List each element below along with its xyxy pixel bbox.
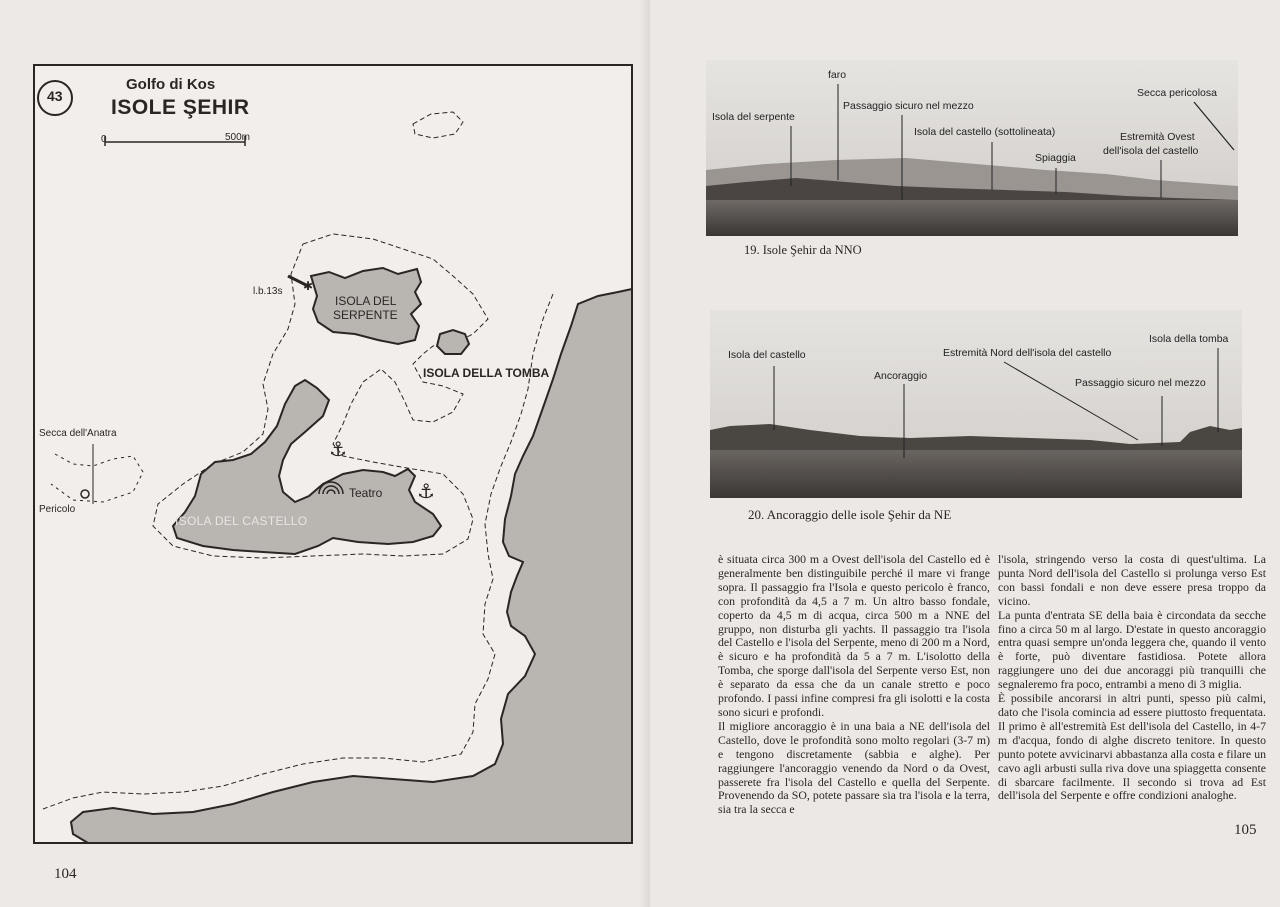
caption-19: 19. Isole Şehir da NNO <box>744 243 862 257</box>
map-region: Golfo di Kos <box>126 76 216 93</box>
label-isola-serpente-1: ISOLA DEL <box>335 294 397 308</box>
svg-text:⚓: ⚓ <box>417 479 435 503</box>
scale-end: 500m <box>225 132 251 143</box>
page-number-left: 104 <box>54 866 77 882</box>
paragraph: l'isola, stringendo verso la costa di quest'ultima. La punta Nord dell'isola del Castello si prolunga verso Est con bassi fondali e non deve essere presa troppo da vicino. <box>998 552 1266 608</box>
right-page <box>650 0 1280 907</box>
paragraph: è situata circa 300 m a Ovest dell'isola del Castello ed è generalmente ben distinguibile perché il mare vi frange sopra. Il passaggio fra l'Isola e questo pericolo è franco, con profondità da 4,5 a 7 m. Un altro basso fondale, coperto da 4,5 m di acqua, circa 500 m a NNE del gruppo, non disturba gli yachts. Il passaggio tra l'isola del Castello e l'isola del Serpente, meno di 200 m a Nord, è sicuro e ha profondità da 5 a 7 m. L'isolotto della Tomba, che sporge dall'isola del Serpente verso Est, non è separato da essa che da un canale stretto e poco profondo. I passi infine compresi fra gli isolotti e la costa sono sicuri e profondi. <box>718 552 990 719</box>
p19-label-isola-serpente: Isola del serpente <box>712 111 795 123</box>
p19-label-faro: faro <box>828 69 847 81</box>
scale-start: 0 <box>101 134 107 145</box>
p20-label-isola-tomba: Isola della tomba <box>1149 333 1229 345</box>
p19-label-estremita-1: Estremità Ovest <box>1120 131 1195 143</box>
body-column-left <box>718 553 990 817</box>
map-number: 43 <box>47 88 63 104</box>
paragraph: Il migliore ancoraggio è in una baia a NE dell'isola del Castello, dove le profondità sono molto regolari (3-7 m) e tengono discretamente (sabbia e alghe). Per raggiungere l'ancoraggio venendo da Nord o da Ovest, passerete fra l'isola del Castello e quella del Serpente. Provenendo da SO, potete passare sia tra l'isola e la terra, sia tra la secca e <box>718 718 990 817</box>
light-label: l.b.13s <box>253 286 283 297</box>
body-column-right <box>998 553 1266 803</box>
label-isola-tomba: ISOLA DELLA TOMBA <box>423 366 550 380</box>
paragraph: La punta d'entrata SE della baia è circondata da secche fino a circa 50 m al largo. D'estate in questo ancoraggio entra quasi sempre un'onda leggera che, quando il vento è forte, può diventare fastidiosa. Potete allora raggiungere uno dei due ancoraggi più tranquilli che segnaleremo fra poco, entrambi a meno di 3 miglia. <box>998 607 1266 692</box>
p20-label-passaggio: Passaggio sicuro nel mezzo <box>1075 377 1206 389</box>
map-drawing <box>33 64 633 844</box>
label-pericolo: Pericolo <box>39 504 76 515</box>
p20-label-ancoraggio: Ancoraggio <box>874 370 928 382</box>
page-number-right: 105 <box>1234 822 1257 838</box>
paragraph: È possibile ancorarsi in altri punti, spesso più calmi, dato che l'isola comincia ad essere piuttosto frequentata. Il primo è all'estremità Est dell'isola del Castello, in 4-7 m d'acqua, fondo di alghe discreto tenitore. In questo punto potete avvicinarvi abbastanza alla costa e filare un cavo agli arbusti sulla riva dove una spiaggetta consente di sbarcare facilmente. Il secondo si trova ad Est dell'isola del Serpente e offre condizioni analoghe. <box>998 691 1266 803</box>
caption-20: 20. Ancoraggio delle isole Şehir da NE <box>748 507 952 522</box>
svg-text:✱: ✱ <box>303 279 314 293</box>
isola-della-tomba <box>437 330 469 354</box>
chart-map <box>33 64 633 844</box>
p19-label-passaggio: Passaggio sicuro nel mezzo <box>843 100 974 112</box>
map-title: ISOLE ŞEHIR <box>111 96 250 119</box>
label-secca-anatra: Secca dell'Anatra <box>39 428 117 439</box>
p19-label-secca: Secca pericolosa <box>1137 87 1217 99</box>
label-isola-castello: ISOLA DEL CASTELLO <box>175 514 308 528</box>
p19-label-spiaggia: Spiaggia <box>1035 152 1076 164</box>
p20-label-estremita-nord: Estremità Nord dell'isola del castello <box>943 347 1112 359</box>
label-isola-serpente-2: SERPENTE <box>333 308 398 322</box>
p19-label-estremita-2: dell'isola del castello <box>1103 145 1199 157</box>
p19-label-isola-castello: Isola del castello (sottolineata) <box>914 126 1056 138</box>
svg-text:⚓: ⚓ <box>329 437 347 461</box>
p20-label-isola-castello: Isola del castello <box>728 349 806 361</box>
label-teatro: Teatro <box>349 486 383 500</box>
